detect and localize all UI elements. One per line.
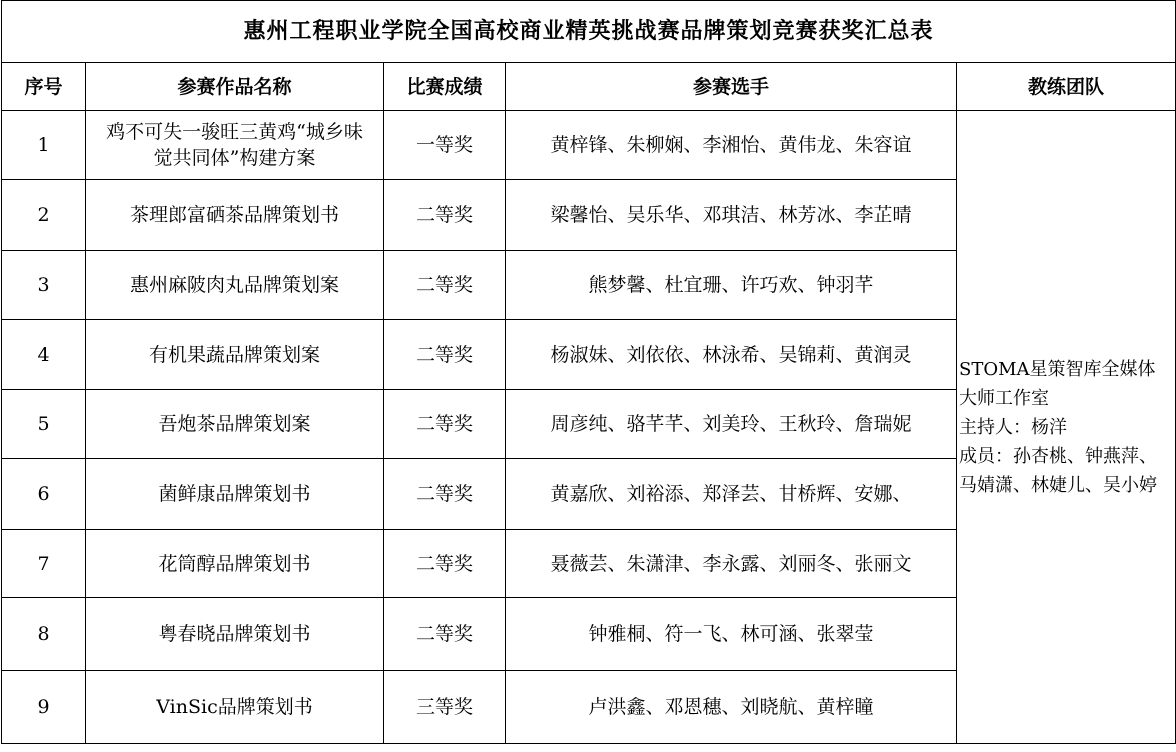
- cell-work: 茶理郎富硒茶品牌策划书: [86, 180, 384, 251]
- cell-result: 一等奖: [384, 111, 506, 180]
- cell-result: 二等奖: [384, 320, 506, 390]
- header-work: 参赛作品名称: [86, 63, 384, 111]
- cell-result: 二等奖: [384, 390, 506, 459]
- cell-no: 4: [2, 320, 86, 390]
- header-players: 参赛选手: [506, 63, 957, 111]
- table-row: [2, 111, 1176, 180]
- cell-no: 1: [2, 111, 86, 180]
- cell-work: VinSic品牌策划书: [86, 671, 384, 744]
- cell-no: 6: [2, 459, 86, 530]
- cell-no: 3: [2, 251, 86, 320]
- award-summary-table: [1, 0, 1176, 744]
- coach-host: 主持人：杨洋: [959, 416, 1067, 438]
- cell-result: 二等奖: [384, 459, 506, 530]
- cell-players: 梁馨怡、吴乐华、邓琪洁、林芳冰、李芷晴: [506, 180, 957, 251]
- cell-players: 黄梓锋、朱柳娴、李湘怡、黄伟龙、朱容谊: [506, 111, 957, 180]
- cell-no: 7: [2, 530, 86, 598]
- cell-players: 黄嘉欣、刘裕添、郑泽芸、甘桥辉、安娜、: [506, 459, 957, 530]
- cell-work: 吾炮茶品牌策划案: [86, 390, 384, 459]
- cell-players: 熊梦馨、杜宜珊、许巧欢、钟羽芊: [506, 251, 957, 320]
- header-coach: 教练团队: [957, 63, 1176, 111]
- cell-no: 5: [2, 390, 86, 459]
- cell-no: 9: [2, 671, 86, 744]
- cell-work: 有机果蔬品牌策划案: [86, 320, 384, 390]
- header-result: 比赛成绩: [384, 63, 506, 111]
- cell-work: 花筒醇品牌策划书: [86, 530, 384, 598]
- coach-team-cell: [957, 111, 1176, 744]
- cell-no: 2: [2, 180, 86, 251]
- coach-members: 成员：孙杏桃、钟燕萍、马婧潇、林婕儿、吴小婷: [959, 445, 1157, 496]
- header-row: [2, 63, 1176, 111]
- cell-result: 二等奖: [384, 598, 506, 671]
- coach-team-name: STOMA星策智库全媒体大师工作室: [959, 358, 1156, 409]
- cell-work: 粤春晓品牌策划书: [86, 598, 384, 671]
- cell-players: 周彦纯、骆芊芊、刘美玲、王秋玲、詹瑞妮: [506, 390, 957, 459]
- cell-players: 钟雅桐、符一飞、林可涵、张翠莹: [506, 598, 957, 671]
- cell-work: 菌鲜康品牌策划书: [86, 459, 384, 530]
- cell-result: 二等奖: [384, 251, 506, 320]
- header-no: 序号: [2, 63, 86, 111]
- table-title: 惠州工程职业学院全国高校商业精英挑战赛品牌策划竞赛获奖汇总表: [2, 1, 1176, 63]
- cell-work: 鸡不可失一骏旺三黄鸡“城乡味觉共同体”构建方案: [86, 111, 384, 180]
- cell-result: 二等奖: [384, 180, 506, 251]
- cell-players: 聂薇芸、朱潇津、李永露、刘丽冬、张丽文: [506, 530, 957, 598]
- cell-no: 8: [2, 598, 86, 671]
- cell-players: 卢洪鑫、邓恩穗、刘晓航、黄梓瞳: [506, 671, 957, 744]
- cell-result: 二等奖: [384, 530, 506, 598]
- cell-result: 三等奖: [384, 671, 506, 744]
- cell-players: 杨淑妹、刘依依、林泳希、吴锦莉、黄润灵: [506, 320, 957, 390]
- cell-work: 惠州麻陂肉丸品牌策划案: [86, 251, 384, 320]
